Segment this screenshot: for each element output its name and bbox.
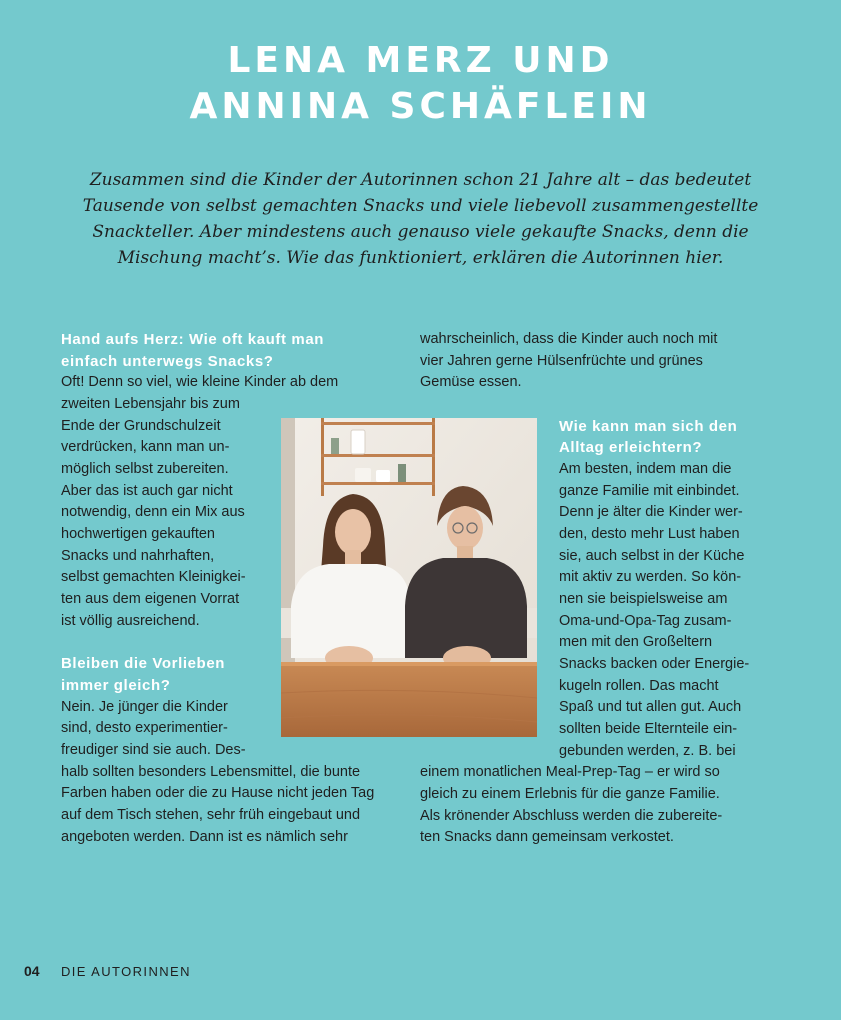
- answer-line: gleich zu einem Erlebnis für die ganze Familie.: [420, 786, 720, 802]
- answer-line: ten Snacks dann gemeinsam verkostet.: [420, 829, 674, 845]
- answer-line: freudiger sind sie auch. Des-: [61, 742, 246, 758]
- answer-line: sie, auch selbst in der Küche: [559, 548, 745, 564]
- answer-line: möglich selbst zubereiten.: [61, 461, 229, 477]
- intro-line: Tausende von selbst gemachten Snacks und viele liebevoll zusammengestellte: [82, 196, 759, 216]
- answer-line: Aber das ist auch gar nicht: [61, 483, 233, 499]
- answer-line: halb sollten besonders Lebensmittel, die bunte: [61, 764, 361, 780]
- answer-line: Snacks und nahrhaften,: [61, 548, 215, 564]
- answer-line: nen sie beispielsweise am: [559, 591, 728, 607]
- question-heading: immer gleich?: [61, 677, 171, 694]
- page-title: [0, 38, 841, 130]
- answer-line: Spaß und tut allen gut. Auch: [559, 699, 742, 715]
- title-line: ANNINA SCHÄFLEIN: [189, 86, 652, 127]
- answer-line: kugeln rollen. Das macht: [559, 678, 719, 694]
- question-heading: Alltag erleichtern?: [559, 439, 703, 456]
- title-line: LENA MERZ UND: [227, 40, 614, 81]
- answer-line: wahrscheinlich, dass die Kinder auch noch mit: [420, 331, 718, 347]
- answer-line: notwendig, denn ein Mix aus: [61, 504, 245, 520]
- answer-line: verdrücken, kann man un-: [61, 439, 230, 455]
- answer-line: den, desto mehr Lust haben: [559, 526, 740, 542]
- answer-line: Oft! Denn so viel, wie kleine Kinder ab dem: [61, 374, 339, 390]
- answer-line: ganze Familie mit einbindet.: [559, 483, 740, 499]
- answer-line: hochwertigen gekauften: [61, 526, 215, 542]
- answer-line: Als krönender Abschluss werden die zubereite-: [420, 808, 723, 824]
- question-heading: Hand aufs Herz: Wie oft kauft man: [61, 331, 325, 348]
- answer-line: Snacks backen oder Energie-: [559, 656, 750, 672]
- authors-photo: [281, 418, 537, 737]
- answer-line: selbst gemachten Kleinigkei-: [61, 569, 246, 585]
- answer-line: mit aktiv zu werden. So kön-: [559, 569, 742, 585]
- question-heading: einfach unterwegs Snacks?: [61, 353, 274, 370]
- answer-line: sind, desto experimentier-: [61, 720, 228, 736]
- answer-line: Farben haben oder die zu Hause nicht jeden Tag: [61, 785, 375, 801]
- intro-line: Zusammen sind die Kinder der Autorinnen schon 21 Jahre alt – das bedeutet: [89, 170, 752, 190]
- answer-line: einem monatlichen Meal-Prep-Tag – er wird so: [420, 764, 720, 780]
- answer-line: vier Jahren gerne Hülsenfrüchte und grünes: [420, 353, 703, 369]
- intro-line: Mischung macht’s. Wie das funktioniert, erklären die Autorinnen hier.: [117, 248, 724, 268]
- running-footer: DIE AUTORINNEN: [61, 964, 191, 979]
- page-number: 04: [24, 963, 40, 979]
- answer-line: Gemüse essen.: [420, 374, 522, 390]
- answer-line: men mit den Großeltern: [559, 634, 713, 650]
- intro-line: Snackteller. Aber mindestens auch genauso viele gekaufte Snacks, denn die: [92, 222, 749, 242]
- answer-line: Am besten, indem man die: [559, 461, 732, 477]
- answer-line: Nein. Je jünger die Kinder: [61, 699, 228, 715]
- answer-line: gebunden werden, z. B. bei: [559, 743, 736, 759]
- answer-line: Oma-und-Opa-Tag zusam-: [559, 613, 732, 629]
- answer-line: Ende der Grundschulzeit: [61, 418, 221, 434]
- intro-paragraph: [60, 167, 781, 271]
- answer-line: ist völlig ausreichend.: [61, 613, 200, 629]
- answer-line: ten aus dem eigenen Vorrat: [61, 591, 240, 607]
- answer-line: zweiten Lebensjahr bis zum: [61, 396, 240, 412]
- answer-line: auf dem Tisch stehen, sehr früh eingebaut und: [61, 807, 361, 823]
- answer-line: sollten beide Elternteile ein-: [559, 721, 738, 737]
- question-heading: Bleiben die Vorlieben: [61, 655, 226, 672]
- question-heading: Wie kann man sich den: [559, 418, 738, 435]
- answer-line: angeboten werden. Dann ist es nämlich sehr: [61, 829, 348, 845]
- answer-line: Denn je älter die Kinder wer-: [559, 504, 743, 520]
